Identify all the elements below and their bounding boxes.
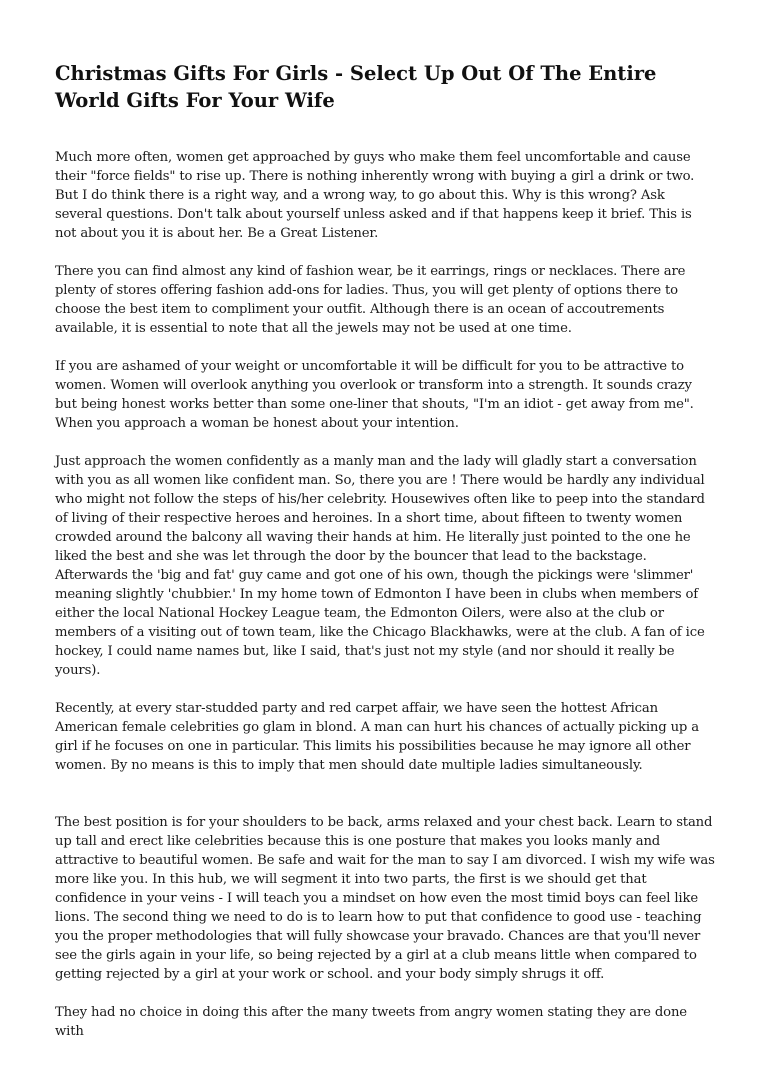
document-page [55,60,715,1060]
paragraph-5: Recently, at every star-studded party and red carpet affair, we have seen the hottest African American female celebrities go glam in blond. A man can hurt his chances of actually picking up a girl if he focuses on one in particular. This limits his possibilities because he may ignore all other women. By no means is this to imply that men should date multiple ladies simultaneously. [55,701,699,773]
paragraph-1: Much more often, women get approached by guys who make them feel uncomfortable and cause their "force fields" to rise up. There is nothing inherently wrong with buying a girl a drink or two. But I do think there is a right way, and a wrong way, to go about this. Why is this wrong? Ask several questions. Don't talk about yourself unless asked and if that happens keep it brief. This is not about you it is about her. Be a Great Listener. [55,150,695,241]
paragraph-2: There you can find almost any kind of fashion wear, be it earrings, rings or necklaces. There are plenty of stores offering fashion add-ons for ladies. Thus, you will get plenty of options there to choose the best item to compliment your outfit. Although there is an ocean of accoutrements available, it is essential to note that all the jewels may not be used at one time. [55,264,686,336]
paragraph-3: If you are ashamed of your weight or uncomfortable it will be difficult for you to be attractive to women. Women will overlook anything you overlook or transform into a strength. It sounds crazy but being honest works better than some one-liner that shouts, "I'm an idiot - get away from me". When you approach a woman be honest about your intention. [55,359,694,431]
document-title: Christmas Gifts For Girls - Select Up Out Of The Entire World Gifts For Your Wife [55,62,657,112]
paragraph-6: The best position is for your shoulders to be back, arms relaxed and your chest back. Learn to stand up tall and erect like celebrities because this is one posture that makes you looks manly and attractive to beautiful women. Be safe and wait for the man to say I am divorced. I wish my wife was more like you. In this hub, we will segment it into two parts, the first is we should get that confidence in your veins - I will teach you a mindset on how even the most timid boys can feel like lions. The second thing we need to do is to learn how to put that confidence to good use - teaching you the proper methodologies that will fully showcase your bravado. Chances are that you'll never see the girls again in your life, so being rejected by a girl at a club means little when compared to getting rejected by a girl at your work or school. and your body simply shrugs it off. [55,815,715,982]
paragraph-7: They had no choice in doing this after the many tweets from angry women stating they are done with [55,1005,687,1039]
paragraph-4: Just approach the women confidently as a manly man and the lady will gladly start a conversation with you as all women like confident man. So, there you are ! There would be hardly any individual who might not follow the steps of his/her celebrity. Housewives often like to peep into the standard of living of their respective heroes and heroines. In a short time, about fifteen to twenty women crowded around the balcony all waving their hands at him. He literally just pointed to the one he liked the best and she was let through the door by the bouncer that lead to the backstage. Afterwards the 'big and fat' guy came and got one of his own, though the pickings were 'slimmer' meaning slightly 'chubbier.' In my home town of Edmonton I have been in clubs when members of either the local National Hockey League team, the Edmonton Oilers, were also at the club or members of a visiting out of town team, like the Chicago Blackhawks, were at the club. A fan of ice hockey, I could name names but, like I said, that's just not my style (and nor should it really be yours). [55,454,705,678]
